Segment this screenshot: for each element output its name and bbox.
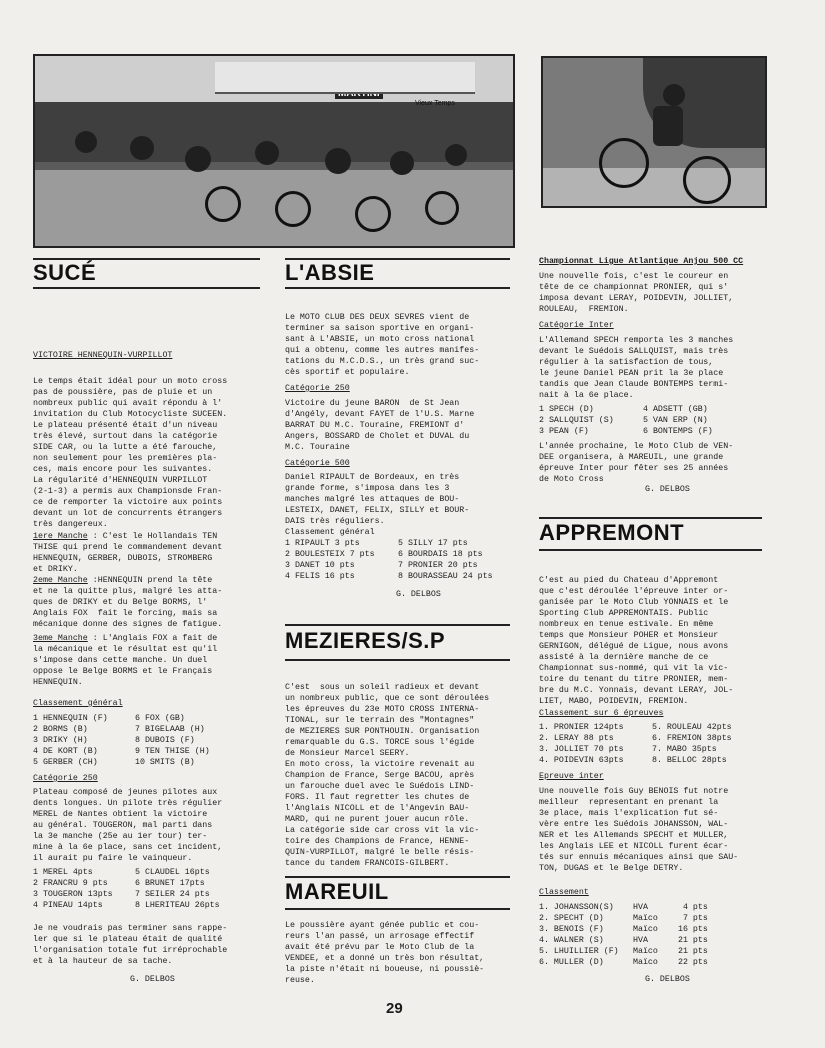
manche-3-label: 3eme Manche — [33, 634, 88, 643]
anjou-closing: L'année prochaine, le Moto Club de VEN- DEE organisera, à MAREUIL, une grande épreuve Inter pour fêter ses 25 années de Moto Cross — [539, 442, 734, 484]
headline-rule — [285, 876, 510, 878]
appremont-classement6-col1: 1. PRONIER 124pts 2. LERAY 88 pts 3. JOLLIET 70 pts 4. POIDEVIN 63pts — [539, 723, 624, 765]
suce-manche-3 — [33, 633, 217, 688]
appremont-classement-names: 1. JOHANSSON(S) 2. SPECHT (D) 3. BENOIS (F) 4. WALNER (S) 5. LHUILLIER (F) 6. MULLER (D) — [539, 903, 619, 967]
appremont-intro: C'est au pied du Chateau d'Appremont que c'est déroulée l'épreuve inter or- ganisée par le Moto Club YONNAIS et le Sporting Club APPREMONTAIS. Public nombreux en tenue estivale. En même temps que Monsieur POHER et Monsieur GERNIGON, délégué de Ligue, nous avons assisté à la dernière manche de ce Championnat sus-nommé, qui vit la vic- toire du tenant du titre PRONIER, mem- bre du M.C. Yonnais, devant LERAY, JOL- LIET, MABO, POIDEVIN, FREMION. — [539, 576, 734, 706]
appremont-classement-pts: 4 pts 7 pts 16 pts 21 pts 21 pts 22 pts — [678, 903, 708, 967]
appremont-inter-label: Epreuve inter — [539, 772, 604, 781]
headline-rule — [285, 908, 510, 910]
appremont-classement6-label: Classement sur 6 épreuves — [539, 709, 664, 718]
manche-1-text: : C'est le Hollandais TEN THISE qui prend le commandement devant HENNEQUIN, GERBER, DUBOIS, STROMBERG et DRIKY. — [33, 532, 223, 574]
tent — [215, 62, 475, 94]
suce-intro: Le temps était idéal pour un moto cross pas de poussière, pas de pluie et un nombreux public qui avait répondu à l' invitation du Club Motocycliste SUCEEN. Le plateau présenté était d'un niveau très élevé, surtout dans la catégorie SIDE CAR, ou la lutte a été farouche, non seulement pour les premières pla- ces, mais encore pour les suivantes. La régularité d'HENNEQUIN VURPILLOT (2-1-3) a permis aux Championsde Fran- ce de remporter la victoire aux points devant un lot de concurrents étrangers très dangereux. — [33, 377, 228, 529]
headline-rule — [285, 287, 510, 289]
appremont-headline: APPREMONT — [539, 520, 685, 545]
appremont-classement-label: Classement — [539, 888, 589, 897]
absie-cat250-label: Catégorie 250 — [285, 384, 350, 393]
mareuil-headline: MAREUIL — [285, 879, 389, 904]
suce-cat250-col2: 5 CLAUDEL 16pts 6 BRUNET 17pts 7 SEILER 24 pts 8 LHERITEAU 26pts — [135, 868, 220, 910]
suce-classement-col1: 1 HENNEQUIN (F) 2 BORMS (B) 3 DRIKY (H) 4 DE KORT (B) 5 GERBER (CH) — [33, 714, 108, 767]
anjou-intro: Une nouvelle fois, c'est le coureur en tête de ce championnat PRONIER, qui s' imposa devant LERAY, POIDEVIN, JOLLIET, ROULEAU, FREMION. — [539, 272, 734, 314]
suce-signature: G. DELBOS — [130, 975, 175, 984]
manche-3-text: : L'Anglais FOX a fait de la mécanique et le résultat est qu'il s'impose dans cette manche. Un duel oppose le Belge BORMS et le Français HENNEQUIN. — [33, 634, 218, 687]
suce-cat250-text: Plateau composé de jeunes pilotes aux dents longues. Un pilote très régulier MEREL de Nantes obtient la victoire au général. TOUGERON, mal parti dans la 3e manche (25e au 1er tour) ter- mine à la 6e place, sans cet incident, il aurait pu faire le vainqueur. — [33, 788, 223, 863]
manche-1-label: 1ere Manche — [33, 532, 88, 541]
mareuil-text: Le poussière ayant génée public et cou- reurs l'an passé, un arrosage effectif avait été prévu par le Moto Club de la VENDEE, et a donné un très bon résultat, la piste n'était ni boueuse, ni poussiè- reuse. — [285, 921, 485, 985]
anjou-inter-col2: 4 ADSETT (GB) 5 VAN ERP (N) 6 BONTEMPS (F) — [643, 405, 713, 436]
suce-manche-1 — [33, 531, 222, 575]
headline-rule — [285, 624, 510, 626]
absie-cat250-text: Victoire du jeune BARON de St Jean d'Angély, devant FAYET de l'U.S. Marne BARRAT DU M.C. Touraine, FREMIONT d' Angers, BOSSARD de Cholet et DUVAL du M.C. Touraine — [285, 399, 475, 452]
photo-rider — [541, 56, 767, 208]
banner-text: Vieux Temps — [415, 100, 455, 107]
suce-subtitle: VICTOIRE HENNEQUIN-VURPILLOT — [33, 351, 173, 360]
absie-cat500-label: Catégorie 500 — [285, 459, 350, 468]
absie-classement-label: Classement général — [285, 528, 375, 537]
page-number: 29 — [386, 1000, 403, 1017]
suce-closing: Je ne voudrais pas terminer sans rappe- ler que si le plateau était de qualité l'organisation totale fut irréprochable et à la hauteur de sa tache. — [33, 924, 228, 966]
absie-headline: L'ABSIE — [285, 260, 375, 285]
absie-cat500-text: Daniel RIPAULT de Bordeaux, en très grande forme, s'imposa dans les 3 manches malgré les attaques de BOU- LESTEIX, DANET, FELIX, SILLY et BOUR- DAIS très réguliers. — [285, 473, 470, 526]
appremont-classement-bikes: HVA Maïco Maïco HVA Maïco Maïco — [633, 903, 658, 967]
suce-classement-label: Classement général — [33, 699, 123, 708]
suce-classement-col2: 6 FOX (GB) 7 BIGELAAB (H) 8 DUBOIS (F) 9 TEN THISE (H) 10 SMITS (B) — [135, 714, 210, 767]
manche-2-label: 2eme Manche — [33, 576, 88, 585]
suce-manche-2 — [33, 575, 222, 630]
mezieres-headline: MEZIERES/S.P — [285, 628, 446, 653]
manche-2-text: :HENNEQUIN prend la tête et ne la quitte plus, malgré les atta- ques de DRIKY et du Belge BORMS, l' Anglais FOX fait le forcing, mais sa mécanique donne des signes de fatigue. — [33, 576, 223, 629]
anjou-inter-label: Catégorie Inter — [539, 321, 614, 330]
headline-rule — [33, 287, 260, 289]
headline-rule — [285, 659, 510, 661]
absie-classement-col2: 5 SILLY 17 pts 6 BOURDAIS 18 pts 7 PRONIER 20 pts 8 BOURASSEAU 24 pts — [398, 539, 493, 581]
appremont-classement6-col2: 5. ROULEAU 42pts 6. FREMION 38pts 7. MABO 35pts 8. BELLOC 28pts — [652, 723, 732, 765]
anjou-inter-col1: 1 SPECH (D) 2 SALLQUIST (S) 3 PEAN (F) — [539, 405, 614, 436]
absie-signature: G. DELBOS — [396, 590, 441, 599]
appremont-inter-text: Une nouvelle fois Guy BENOIS fut notre meilleur representant en prenant la 3e place, mais l'explication fut sé- vère entre les Suédois JOHANSSON, WAL- NER et les Allemands SPECHT et MULLER, les Anglais LEE et NICOLL furent écar- tés sur ennuis mécaniques ainsi que SAU- TON, DUGAS et le Belge DETRY. — [539, 787, 739, 873]
appremont-signature: G. DELBOS — [645, 975, 690, 984]
suce-cat250-label: Catégorie 250 — [33, 774, 98, 783]
anjou-title: Championnat Ligue Atlantique Anjou 500 CC — [539, 257, 744, 266]
mezieres-text: C'est sous un soleil radieux et devant un nombreux public, que ce sont déroulées les épreuves du 23e MOTO CROSS INTERNA- TIONAL, sur le terrain des "Montagnes" de MEZIERES SUR PONTHOUIN. Organisation remarquable du G.S. TORCE sous l'égide de Monsieur Marcel SEERY. En moto cross, la victoire revenait au Champion de France, Serge BACOU, après un farouche duel avec le Suédois LIND- FORS. Il faut regretter les chutes de l'Anglais NICOLL et de l'Angevin BAU- MARD, qui ne purent jouer aucun rôle. La catégorie side car cross vit la vic- toire des Champions de France, HENNE- QUIN-VURPILLOT, malgré le belle résis- tance du tandem FRANCOIS-GILBERT. — [285, 683, 490, 868]
anjou-inter-text: L'Allemand SPECH remporta les 3 manches devant le Suédois SALLQUIST, mais très régulier à la satisfaction de tous, le jeune Daniel PEAN prit la 3e place tandis que Jean Claude BONTEMPS termi- nait à la 6e place. — [539, 336, 734, 400]
anjou-signature: G. DELBOS — [645, 485, 690, 494]
headline-rule — [539, 517, 762, 519]
absie-classement-col1: 1 RIPAULT 3 pts 2 BOULESTEIX 7 pts 3 DANET 10 pts 4 FELIS 16 pts — [285, 539, 375, 581]
suce-cat250-col1: 1 MEREL 4pts 2 FRANCRU 9 pts 3 TOUGERON 13pts 4 PINEAU 14pts — [33, 868, 113, 910]
suce-headline: SUCÉ — [33, 260, 97, 285]
absie-intro: Le MOTO CLUB DES DEUX SEVRES vient de terminer sa saison sportive en organi- sant à L'ABSIE, un moto cross national qui a obtenu, comme les autres manifes- tations du M.C.D.S., un très grand suc- cès sportif et populaire. — [285, 313, 480, 377]
photo-motocross-start — [33, 54, 515, 248]
headline-rule — [539, 549, 762, 551]
